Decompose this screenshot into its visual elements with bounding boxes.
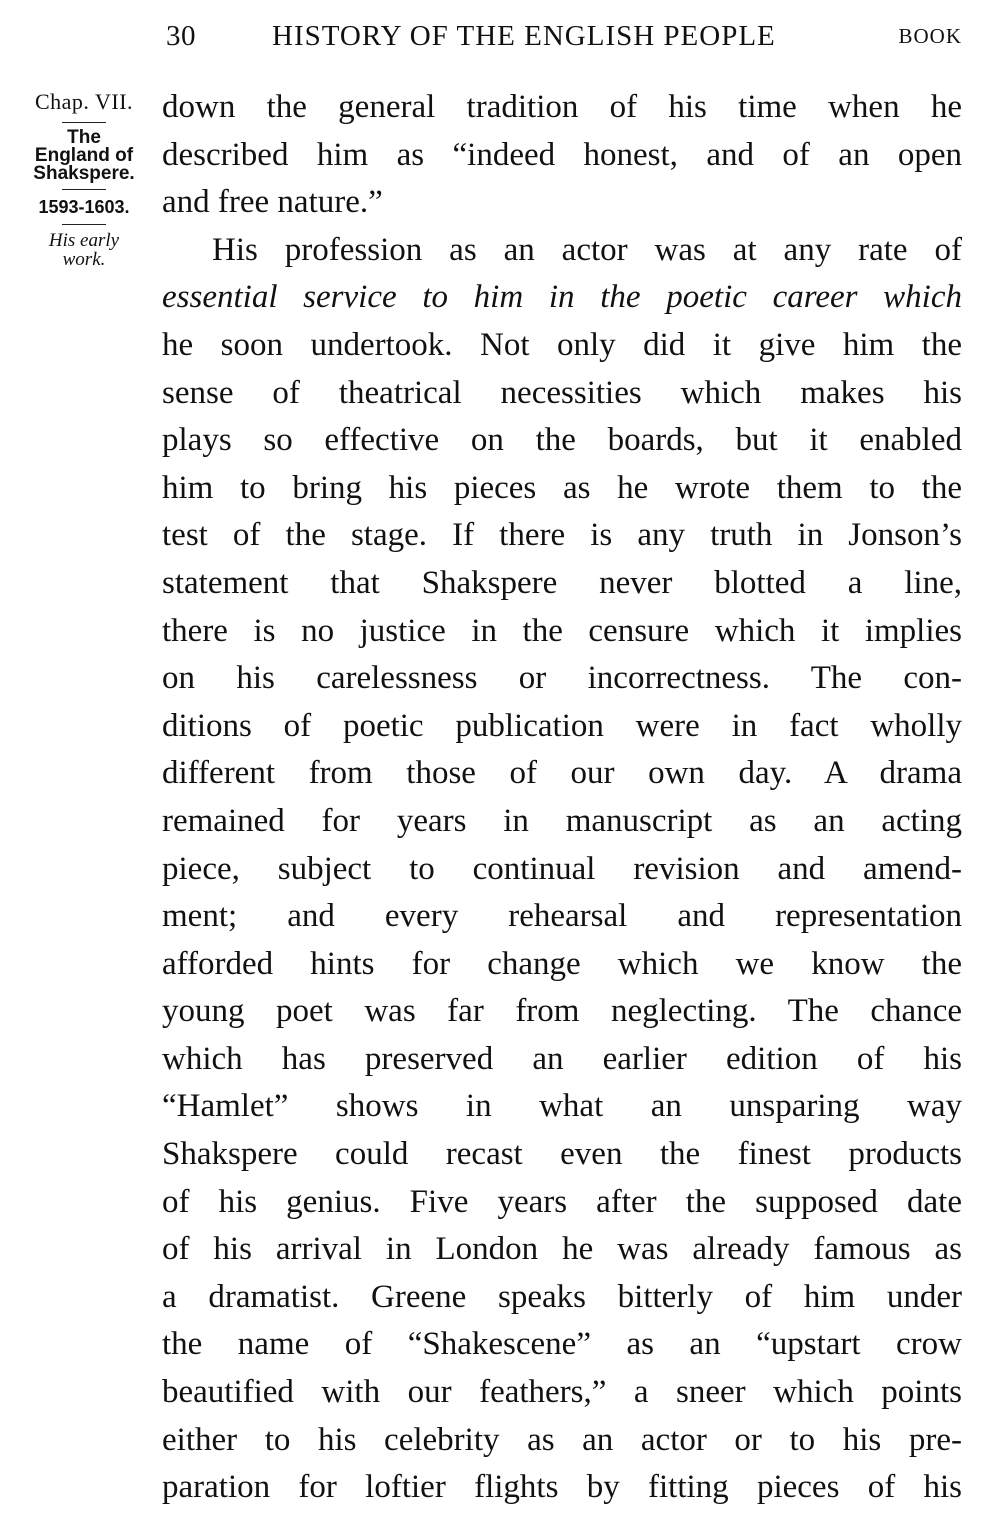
- text-line: ment; and every rehearsal and representation: [162, 898, 962, 935]
- running-head: [166, 14, 962, 58]
- topic-note: His early work.: [48, 230, 120, 270]
- text-line: him to bring his pieces as he wrote them to the: [162, 469, 962, 506]
- text-line: Shakspere could recast even the finest products: [162, 1136, 962, 1173]
- text-line: either to his celebrity as an actor or to his pre-: [162, 1421, 962, 1458]
- text-line: plays so effective on the boards, but it enabled: [162, 422, 962, 459]
- text-line: which has preserved an earlier edition of his: [162, 1040, 962, 1077]
- text-line: paration for loftier flights by fitting pieces of his: [162, 1469, 962, 1506]
- text-line: of his genius. Five years after the supposed date: [162, 1183, 962, 1220]
- text-line: and free nature.”: [162, 184, 383, 221]
- section-heading: The England of Shakspere.: [33, 127, 135, 184]
- page-number: 30: [166, 20, 196, 52]
- margin-notes: [12, 88, 156, 269]
- margin-rule: [62, 224, 106, 225]
- text-line: beautified with our feathers,” a sneer which points: [162, 1374, 962, 1411]
- text-line: he soon undertook. Not only did it give him the: [162, 326, 962, 363]
- book-label: BOOK: [898, 24, 962, 48]
- text-line: statement that Shakspere never blotted a line,: [162, 564, 962, 601]
- chapter-label: Chap. VII.: [34, 89, 134, 114]
- text-line: ditions of poetic publication were in fact wholly: [162, 707, 962, 744]
- text-line: “Hamlet” shows in what an unsparing way: [162, 1088, 962, 1125]
- body-text: [162, 84, 962, 1512]
- date-range: 1593-1603.: [38, 197, 130, 217]
- text-line: different from those of our own day. A drama: [162, 755, 962, 792]
- margin-rule: [62, 189, 106, 190]
- text-line: remained for years in manuscript as an acting: [162, 802, 962, 839]
- text-line: down the general tradition of his time when he: [162, 89, 962, 125]
- text-line: of his arrival in London he was already famous as: [162, 1231, 962, 1268]
- text-line: the name of “Shakescene” as an “upstart crow: [162, 1326, 962, 1363]
- text-line: young poet was far from neglecting. The chance: [162, 993, 962, 1030]
- text-line: on his carelessness or incorrectness. The con-: [162, 660, 962, 697]
- running-title: HISTORY OF THE ENGLISH PEOPLE: [272, 20, 776, 52]
- text-line: afforded hints for change which we know the: [162, 945, 962, 982]
- text-line: sense of theatrical necessities which makes his: [162, 374, 962, 411]
- text-line: described him as “indeed honest, and of an open: [162, 136, 962, 173]
- text-line: essential service to him in the poetic career which: [162, 279, 962, 316]
- margin-rule: [62, 122, 106, 123]
- text-line: test of the stage. If there is any truth in Jonson’s: [162, 517, 962, 554]
- text-line: there is no justice in the censure which it implies: [162, 612, 962, 649]
- text-line: a dramatist. Greene speaks bitterly of him under: [162, 1278, 962, 1315]
- text-line: His profession as an actor was at any rate of: [212, 231, 962, 268]
- text-line: piece, subject to continual revision and amend-: [162, 850, 962, 887]
